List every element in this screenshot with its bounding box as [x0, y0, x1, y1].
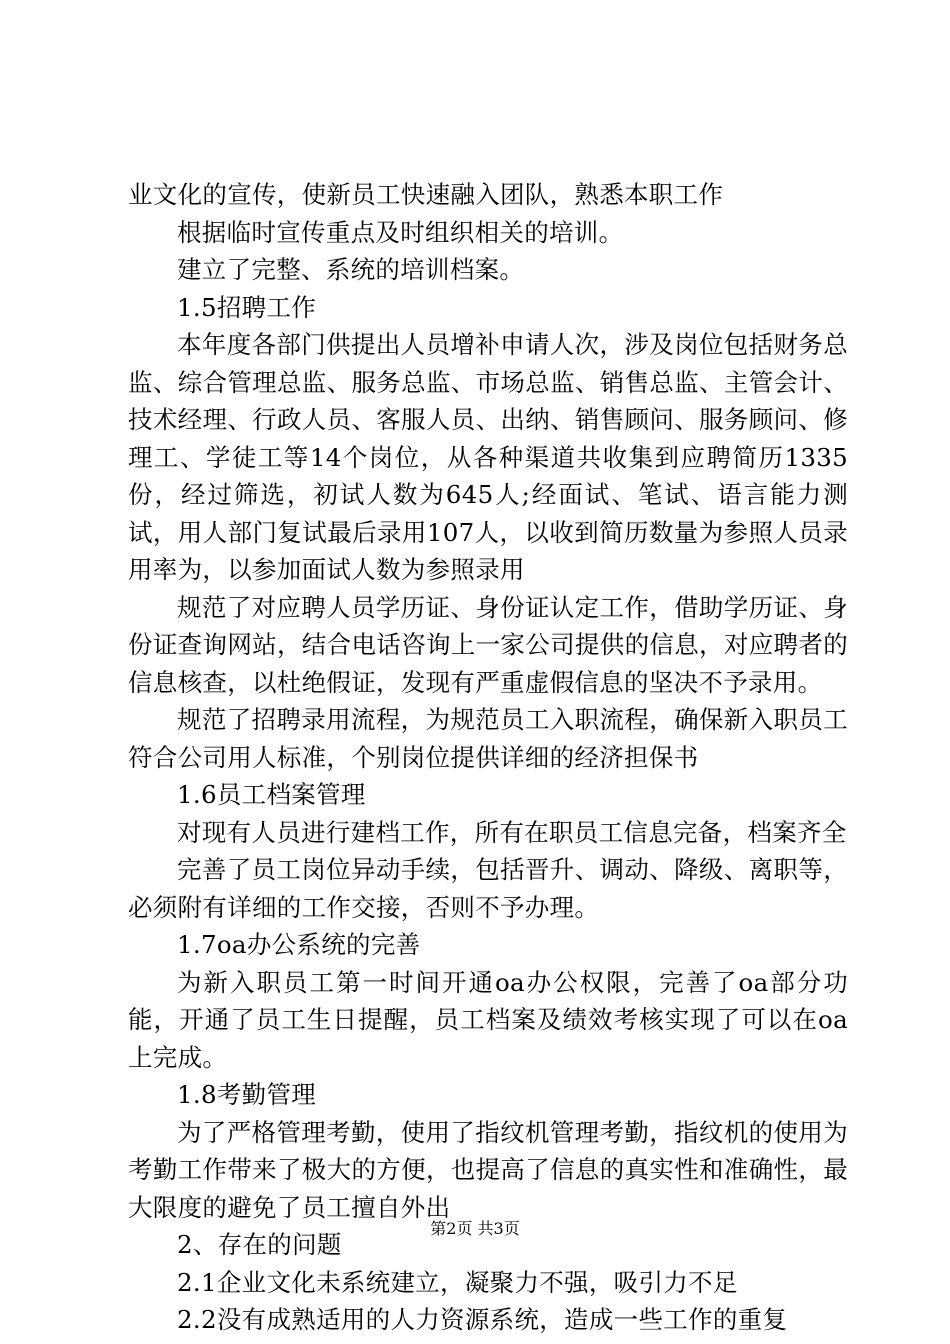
- paragraph: 为了严格管理考勤，使用了指纹机管理考勤，指纹机的使用为考勤工作带来了极大的方便，也提高了信息的真实性和准确性，最大限度的避免了员工擅自外出: [128, 1117, 848, 1222]
- paragraph: 完善了员工岗位异动手续，包括晋升、调动、降级、离职等，必须附有详细的工作交接，否则不予办理。: [128, 855, 848, 922]
- page-footer: [0, 1216, 950, 1239]
- page-number: 第2页 共3页: [430, 1219, 520, 1238]
- document-body: [128, 176, 848, 1339]
- paragraph: 根据临时宣传重点及时组织相关的培训。: [177, 217, 624, 247]
- section-heading: 2、存在的问题: [177, 1230, 342, 1259]
- section-heading: 1.6员工档案管理: [177, 780, 366, 809]
- section-heading: 1.5招聘工作: [177, 292, 317, 322]
- paragraph: 2.1企业文化未系统建立，凝聚力不强，吸引力不足: [177, 1267, 738, 1297]
- paragraph: 规范了对应聘人员学历证、身份证认定工作，借助学历证、身份证查询网站，结合电话咨询上一家公司提供的信息，对应聘者的信息核查，以杜绝假证，发现有严重虚假信息的坚决不予录用。: [128, 592, 848, 697]
- section-heading: 1.8考勤管理: [177, 1080, 317, 1109]
- paragraph: 为新入职员工第一时间开通oa办公权限，完善了oa部分功能，开通了员工生日提醒，员工档案及绩效考核实现了可以在oa上完成。: [128, 967, 848, 1072]
- paragraph: 对现有人员进行建档工作，所有在职员工信息完备，档案齐全: [177, 817, 847, 847]
- paragraph: 业文化的宣传，使新员工快速融入团队，熟悉本职工作: [128, 180, 724, 209]
- paragraph: 规范了招聘录用流程，为规范员工入职流程，确保新入职员工符合公司用人标准，个别岗位提供详细的经济担保书: [128, 705, 848, 772]
- paragraph: 2.2没有成熟适用的人力资源系统，造成一些工作的重复: [177, 1305, 788, 1334]
- paragraph: 本年度各部门供提出人员增补申请人次，涉及岗位包括财务总监、综合管理总监、服务总监、市场总监、销售总监、主管会计、技术经理、行政人员、客服人员、出纳、销售顾问、服务顾问、修理工、学徒工等14个岗位，从各种渠道共收集到应聘简历1335份，经过筛选，初试人数为645人;经面试、笔试、语言能力测试，用人部门复试最后录用107人，以收到简历数量为参照人员录用率为，以参加面试人数为参照录用: [128, 330, 848, 584]
- paragraph: 建立了完整、系统的培训档案。: [177, 255, 525, 284]
- section-heading: 1.7oa办公系统的完善: [177, 930, 421, 959]
